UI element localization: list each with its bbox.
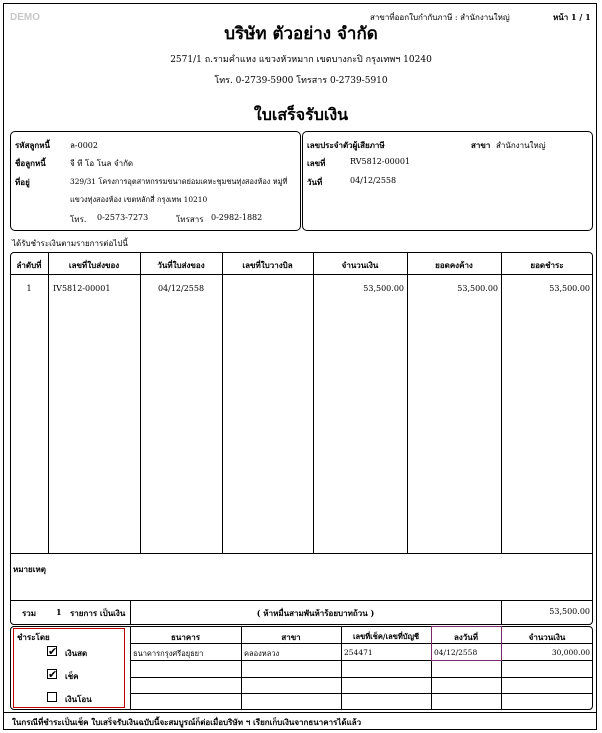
col-line [313, 252, 314, 554]
total-count-label: รายการ เป็นเงิน [70, 608, 126, 618]
issuing-branch: สาขาที่ออกใบกำกับภาษี : สำนักงานใหญ่ [370, 13, 510, 22]
customer-code: ล-0002 [70, 141, 98, 150]
doc-branch-label: สาขา [471, 140, 491, 150]
demo-watermark: DEMO [10, 12, 40, 23]
item-paid: 53,500.00 [549, 284, 590, 293]
col-header-bill-no: เลขที่ใบวางบิล [242, 260, 293, 270]
col-line [501, 252, 502, 554]
transfer-checkbox[interactable] [47, 692, 57, 702]
items-header-divider [10, 274, 593, 275]
customer-name: จี ที โอ โนล จำกัด [70, 159, 134, 168]
customer-address-line1: 329/31 โครงการอุตสาหกรรมขนาดย่อมเคหะชุมชนทุ่งสองห้อง หมู่ที่ [70, 177, 288, 186]
pay-row-line [130, 660, 593, 661]
col-header-invoice-no: เลขที่ใบส่งของ [68, 260, 120, 270]
col-header-paid: ยอดชำระ [530, 260, 564, 270]
customer-name-label: ชื่อลูกหนี้ [15, 158, 46, 168]
transfer-label: เงินโอน [65, 694, 92, 704]
cheque-label: เช็ค [65, 671, 79, 681]
footer-divider [3, 712, 597, 713]
col-header-invoice-date: วันที่ใบส่งของ [157, 260, 205, 270]
customer-fax: 0-2982-1882 [211, 213, 263, 222]
doc-branch: สำนักงานใหญ่ [496, 141, 546, 150]
pay-row-line [130, 693, 593, 694]
doc-number-label: เลขที่ [307, 158, 326, 168]
remarks-label: หมายเหตุ [13, 564, 46, 574]
total-count: 1 [56, 607, 62, 617]
col-line [140, 252, 141, 554]
pay-row-line [130, 677, 593, 678]
footer-note: ในกรณีที่ชำระเป็นเช็ค ใบเสร็จรับเงินฉบับนี้จะสมบูรณ์ก็ต่อเมื่อบริษัท ฯ เรียกเก็บเงินจากธนาคารได้แล้ว [12, 717, 362, 727]
pay-header-amount: จำนวนเงิน [528, 632, 566, 642]
company-phone: โทร. 0-2739-5900 โทรสาร 0-2739-5910 [214, 76, 388, 86]
intro-text: ได้รับชำระเงินตามรายการต่อไปนี้ [12, 239, 128, 248]
item-outstanding: 53,500.00 [457, 284, 498, 293]
doc-date-label: วันที่ [307, 177, 323, 187]
tax-id-label: เลขประจำตัวผู้เสียภาษี [307, 140, 385, 150]
cash-label: เงินสด [65, 648, 88, 658]
page-number: หน้า 1 / 1 [553, 12, 591, 22]
col-line [48, 252, 49, 554]
col-header-outstanding: ยอดคงค้าง [435, 260, 473, 270]
pay-cheque-no: 254471 [344, 648, 373, 657]
total-label: รวม [22, 608, 37, 618]
customer-tel: 0-2573-7273 [97, 213, 149, 222]
customer-tel-label: โทร. [70, 215, 87, 224]
check-icon: ✔ [48, 668, 58, 681]
item-amount: 53,500.00 [363, 284, 404, 293]
customer-fax-label: โทรสาร [176, 215, 204, 224]
cash-checkbox[interactable] [47, 646, 57, 656]
cheque-checkbox[interactable] [47, 669, 57, 679]
item-invoice-date: 04/12/2558 [157, 284, 205, 293]
company-name: บริษัท ตัวอย่าง จำกัด [224, 24, 378, 44]
pay-amount: 30,000.00 [551, 648, 590, 657]
item-seq: 1 [26, 284, 32, 293]
pay-header-bank: ธนาคาร [171, 632, 200, 642]
pay-branch: คลองหลวง [244, 649, 280, 658]
document-title: ใบเสร็จรับเงิน [253, 105, 349, 124]
items-table [10, 252, 593, 625]
pay-header-cheque-no: เลขที่เช็ค/เลขที่บัญชี [352, 632, 420, 641]
items-body-divider [10, 553, 593, 554]
doc-number: RV5812-00001 [350, 157, 411, 166]
payment-method-title: ชำระโดย [17, 632, 50, 642]
col-line [407, 252, 408, 554]
col-header-amount: จำนวนเงิน [341, 260, 379, 270]
pay-date: 04/12/2558 [434, 648, 478, 657]
customer-code-label: รหัสลูกหนี้ [15, 140, 50, 150]
pay-header-branch: สาขา [281, 632, 301, 642]
pay-header-date: ลงวันที่ [453, 632, 479, 642]
check-icon: ✔ [48, 645, 58, 658]
company-address: 2571/1 ถ.รามคำแหง แขวงหัวหมาก เขตบางกะปิ กรุงเทพฯ 10240 [170, 55, 432, 65]
customer-address-line2: แขวงทุ่งสองห้อง เขตหลักสี่ กรุงเทพ 10210 [70, 195, 208, 204]
customer-address-label: ที่อยู่ [15, 177, 30, 187]
remarks-divider [10, 600, 593, 601]
total-amount: 53,500.00 [549, 607, 590, 616]
item-invoice-no: IV5812-00001 [53, 284, 111, 293]
total-amount-words: ( ห้าหมื่นสามพันห้าร้อยบาทถ้วน ) [256, 608, 375, 618]
col-header-seq: ลำดับที่ [16, 260, 42, 270]
pay-bank: ธนาคารกรุงศรีอยุธยา [133, 649, 204, 658]
col-line [222, 252, 223, 554]
doc-date: 04/12/2558 [350, 176, 397, 185]
